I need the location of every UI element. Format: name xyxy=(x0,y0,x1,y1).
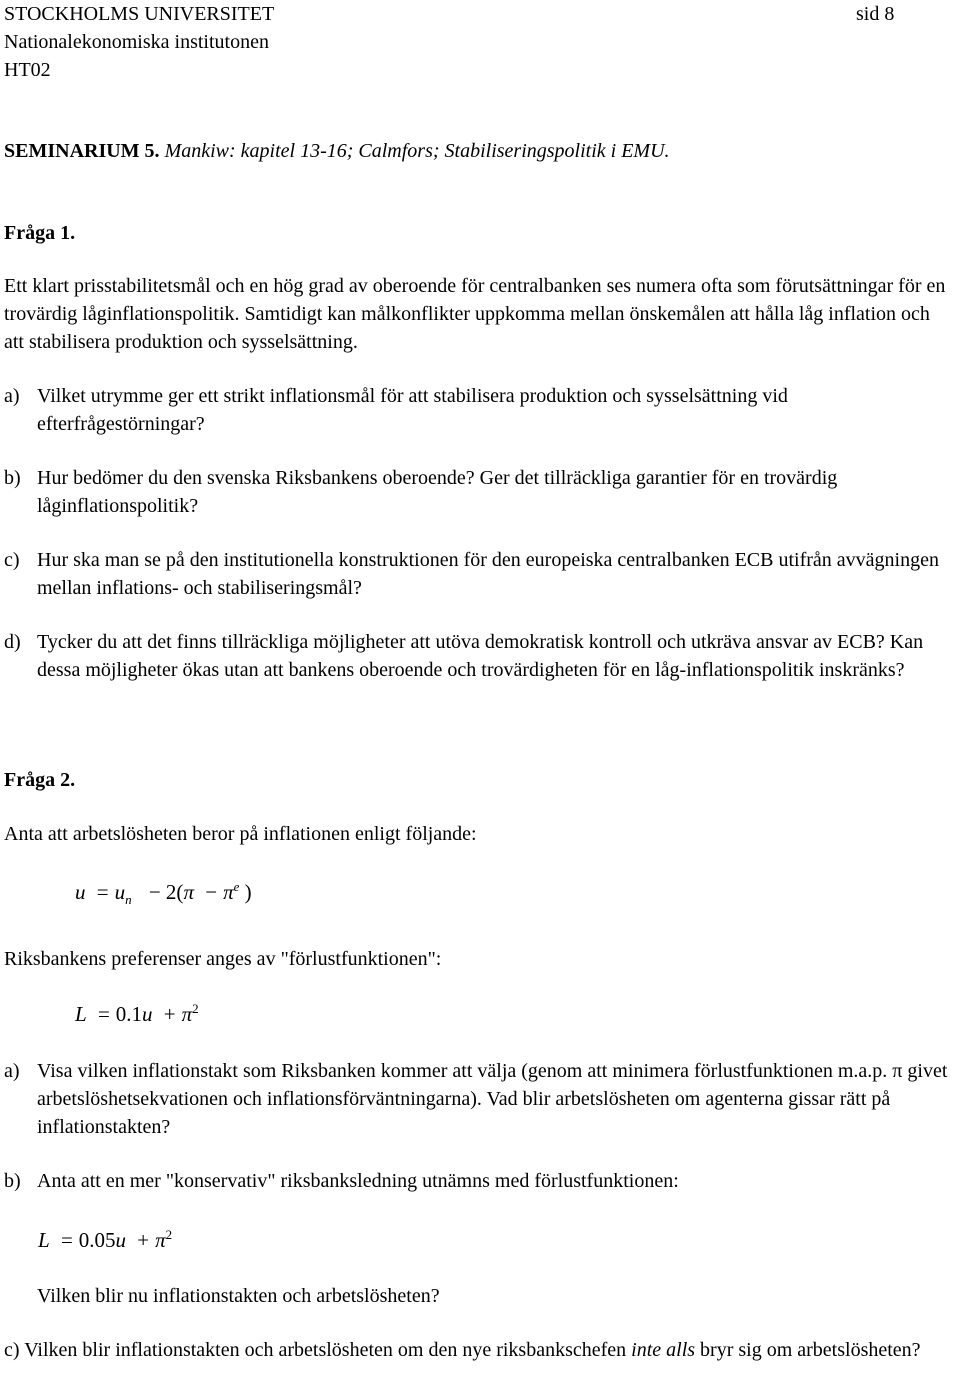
q2-item-b-followup: Vilken blir nu inflationstakten och arbetslösheten? xyxy=(37,1285,440,1307)
q2-preferences: Riksbankens preferenser anges av "förlustfunktionen": xyxy=(4,948,442,970)
q2-item-c-text-after: bryr sig om arbetslösheten? xyxy=(700,1339,921,1361)
q1-item-b-label: b) xyxy=(4,467,21,489)
q2-heading: Fråga 2. xyxy=(4,769,76,791)
q2-item-a-label: a) xyxy=(4,1060,20,1082)
page-number: sid 8 xyxy=(856,3,895,25)
q2-intro: Anta att arbetslösheten beror på inflationen enligt följande: xyxy=(4,823,477,845)
seminar-line xyxy=(4,137,954,165)
q2-item-b-label: b) xyxy=(4,1170,21,1192)
q2-item-b-text: Anta att en mer "konservativ" riksbanksledning utnämns med förlustfunktionen: xyxy=(37,1170,679,1192)
q1-item-c-label: c) xyxy=(4,549,20,571)
q1-item-d-text: Tycker du att det finns tillräckliga möjligheter att utöva demokratisk kontroll och utkräva ansvar av ECB? Kan dessa möjligheter ökas utan att bankens oberoende och trovärdigheten för en låg-inflationspolitik inskränks? xyxy=(37,631,924,681)
q1-intro: Ett klart prisstabilitetsmål och en hög grad av oberoende för centralbanken ses numera ofta som förutsättningar för en trovärdig låginflationspolitik. Samtidigt kan målkonflikter uppkomma mellan önskemålen att hålla låg inflation och att stabilisera produktion och sysselsättning. xyxy=(4,275,946,353)
unemployment-equation: $u = u_n - 2(\pi - \pi^e$ ) xyxy=(75,879,252,908)
seminar-readings: Mankiw: kapitel 13-16; Calmfors; Stabiliseringspolitik i EMU. xyxy=(164,140,670,162)
loss-function-1: $L = 0.1u + \pi^2$ xyxy=(75,1001,199,1026)
q1-item-a-text: Vilket utrymme ger ett strikt inflationsmål för att stabilisera produktion och sysselsättning vid efterfrågestörningar? xyxy=(37,385,788,435)
loss-function-2: $L = 0.05u + \pi^2$ xyxy=(38,1227,173,1252)
q2-item-c-label: c) xyxy=(4,1339,20,1361)
q1-heading: Fråga 1. xyxy=(4,222,76,244)
q2-item-c-text-before: Vilken blir inflationstakten och arbetslösheten om den nye riksbankschefen xyxy=(24,1339,627,1361)
q1-item-b-text: Hur bedömer du den svenska Riksbankens oberoende? Ger det tillräckliga garantier för en trovärdig låginflationspolitik? xyxy=(37,467,838,517)
header-department: Nationalekonomiska institutonen xyxy=(4,31,269,53)
q1-item-d-label: d) xyxy=(4,631,21,653)
header-university: STOCKHOLMS UNIVERSITET xyxy=(4,3,275,25)
q1-item-a-label: a) xyxy=(4,385,20,407)
header-term: HT02 xyxy=(4,59,51,81)
q1-item-c-text: Hur ska man se på den institutionella konstruktionen för den europeiska centralbanken ECB utifrån avvägningen mellan inflations- och stabiliseringsmål? xyxy=(37,549,939,599)
q2-item-c xyxy=(4,1336,954,1364)
q2-item-c-emphasis: inte alls xyxy=(631,1339,696,1361)
seminar-title: SEMINARIUM 5. xyxy=(4,140,160,162)
q2-item-a-text: Visa vilken inflationstakt som Riksbanken kommer att välja (genom att minimera förlustfunktionen m.a.p. π givet arbetslöshetsekvationen och inflationsförväntningarna). Vad blir arbetslösheten om agenterna gissar rätt på inflationstakten? xyxy=(37,1060,948,1138)
